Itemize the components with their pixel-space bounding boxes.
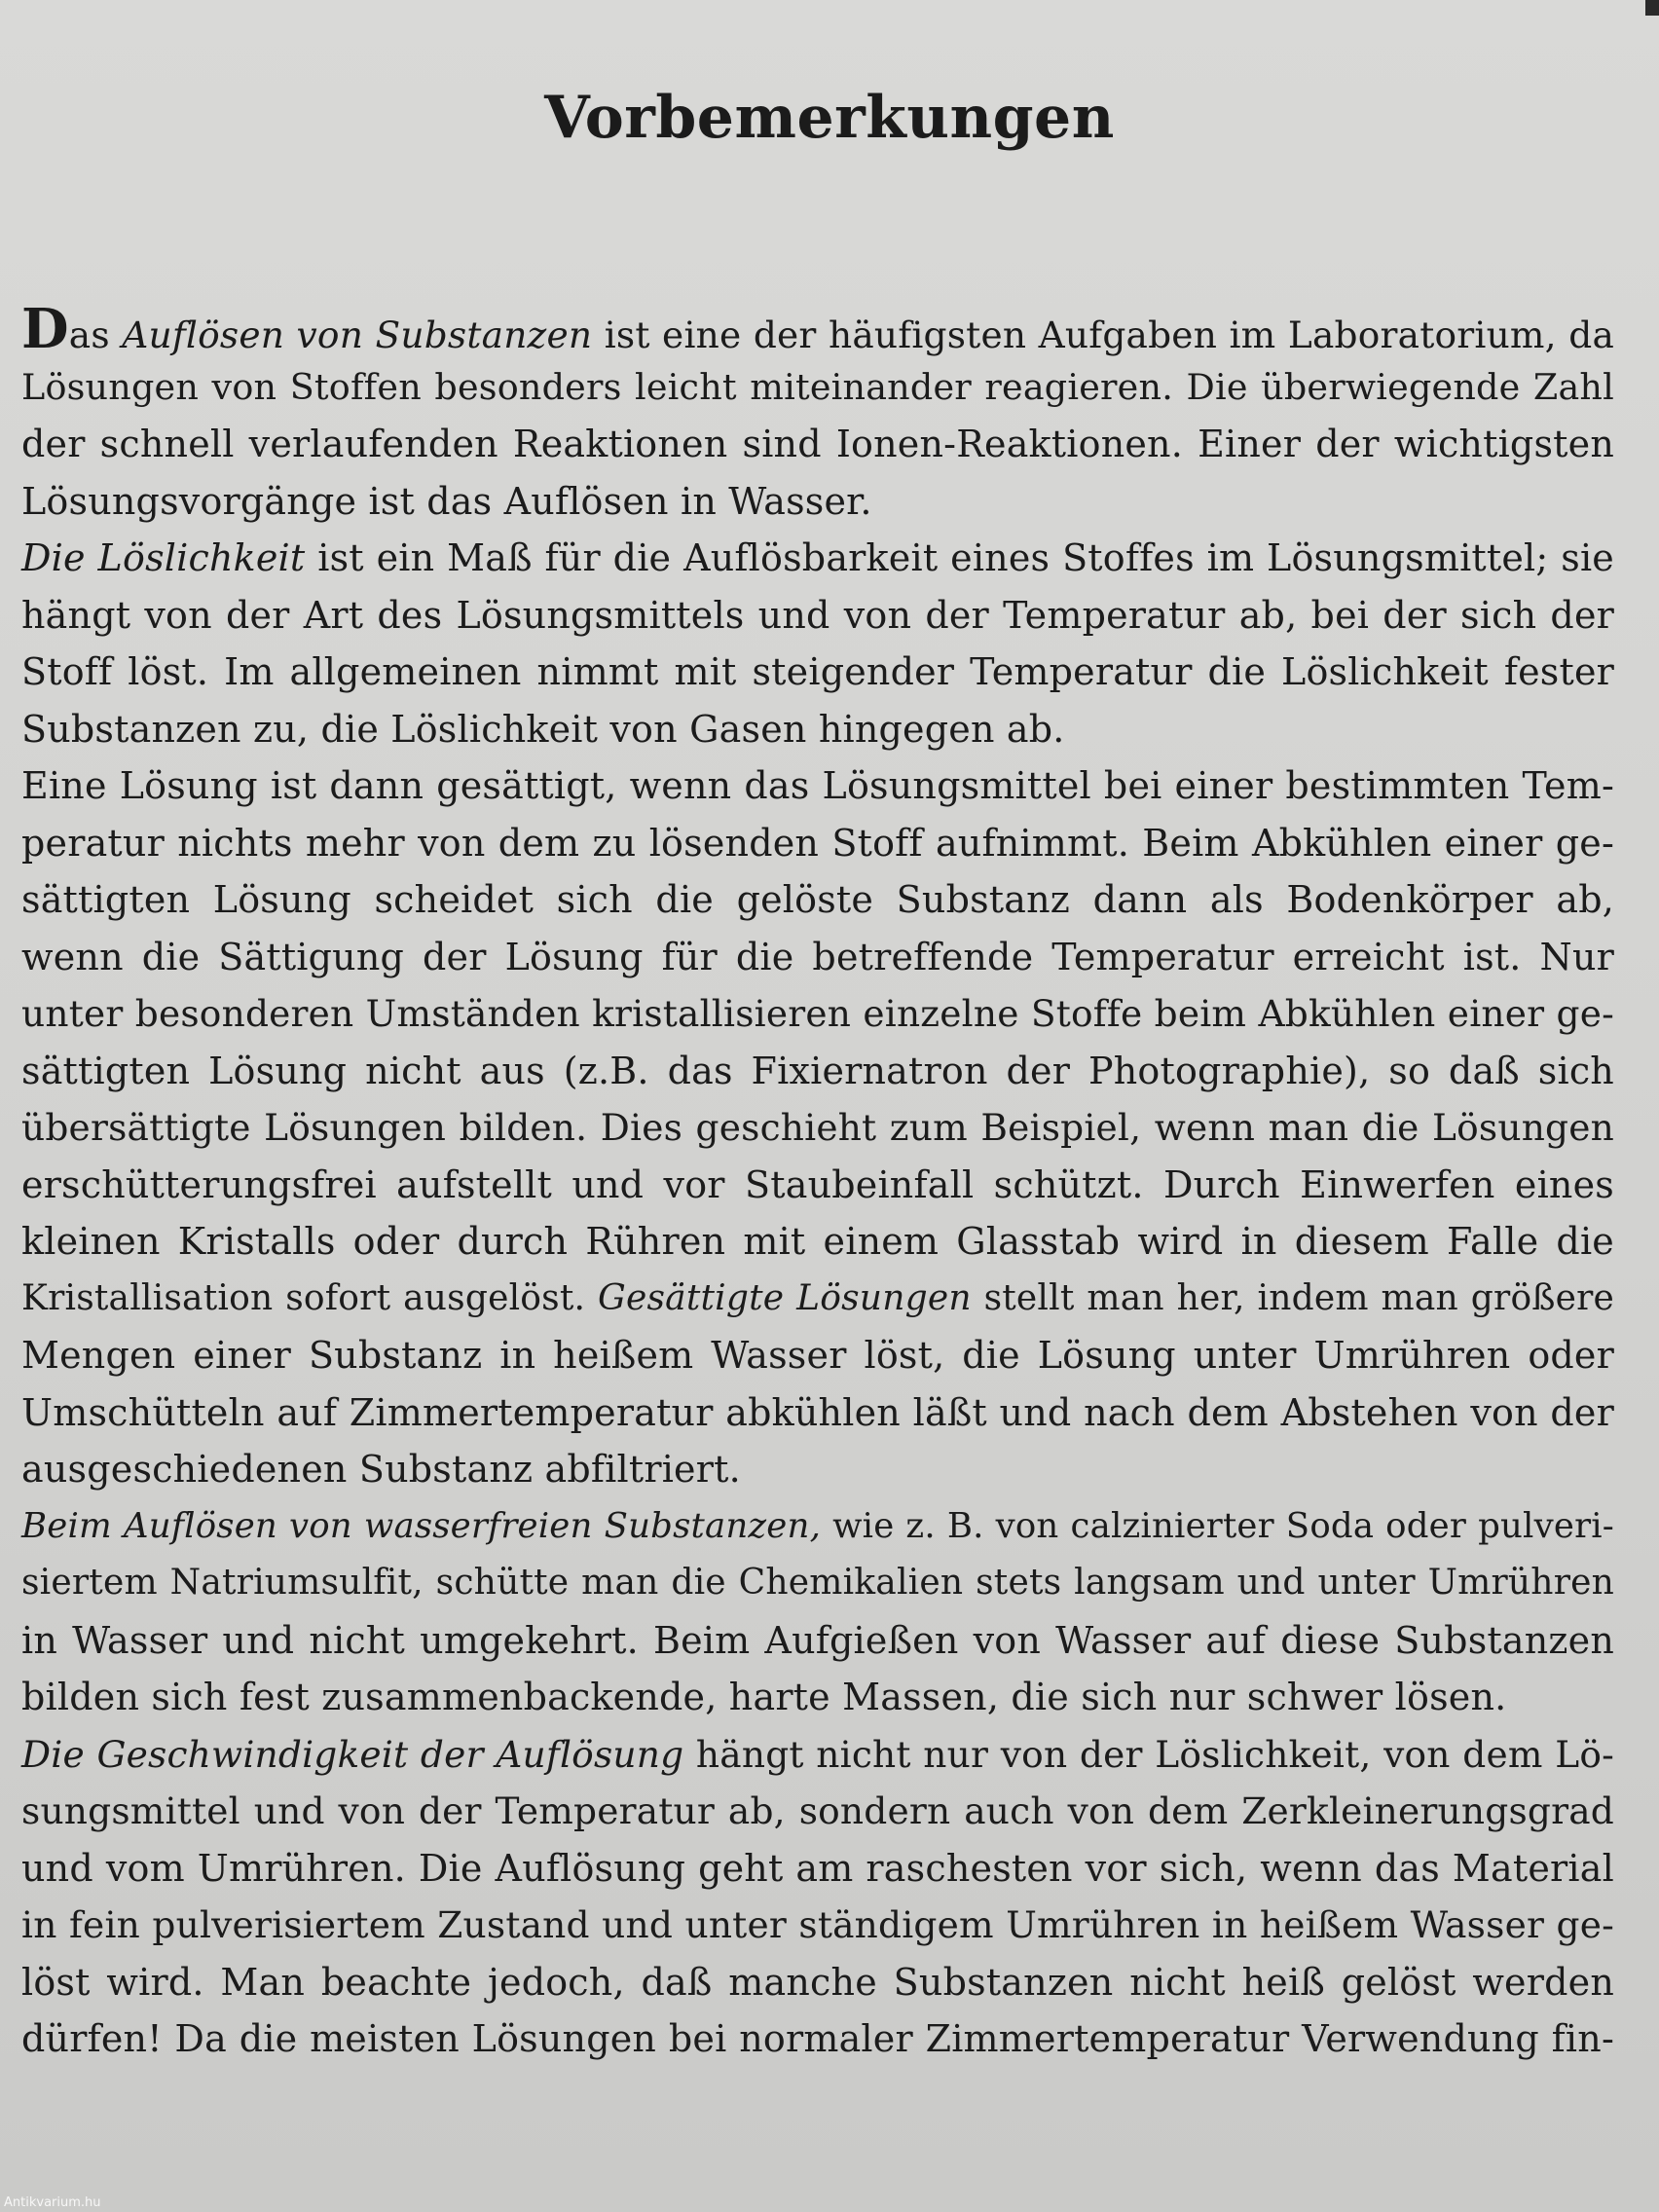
text-line (21, 1441, 1614, 1498)
text-line (21, 530, 1614, 587)
text-line (21, 929, 1614, 986)
text-run: kleinen Kristalls oder durch Rühren mit einem Glasstab wird in diesem Falle die (21, 1220, 1614, 1263)
text-run: bilden sich fest zusammenbackende, harte Massen, die sich nur schwer lösen. (21, 1676, 1507, 1718)
text-run: as (68, 313, 123, 356)
text-line (21, 587, 1614, 645)
text-run: Lösungsvorgänge ist das Auflösen in Wasser. (21, 479, 872, 523)
text-run: sättigten Lösung nicht aus (z.B. das Fixiernatron der Photographie), so daß sich (21, 1049, 1614, 1092)
text-line (21, 1498, 1614, 1556)
text-run: stellt man her, indem man größere (971, 1277, 1615, 1318)
text-run: Eine Lösung ist dann gesättigt, wenn das Lösungsmittel bei einer bestimmten Tem- (21, 764, 1614, 807)
text-run: sättigten Lösung scheidet sich die gelöste Substanz dann als Bodenkörper ab, (21, 878, 1614, 921)
text-run: peratur nichts mehr von dem zu lösenden Stoff aufnimmt. Beim Abkühlen einer ge- (21, 821, 1614, 865)
text-run: und vom Umrühren. Die Auflösung geht am raschesten vor sich, wenn das Material (21, 1846, 1614, 1890)
text-line (21, 359, 1614, 417)
text-run: wie z. B. von calzinierter Soda oder pulveri- (821, 1505, 1614, 1546)
text-line (21, 1840, 1614, 1898)
text-run: Kristallisation sofort ausgelöst. (21, 1277, 599, 1318)
italic-term: Auflösen von Substanzen (122, 313, 593, 356)
text-line (21, 1043, 1614, 1100)
text-line (21, 1783, 1614, 1840)
italic-term: Beim Auflösen von wasserfreien Substanzen, (21, 1505, 822, 1546)
text-line (21, 815, 1614, 872)
text-run: ist eine der häufigsten Aufgaben im Laboratorium, da (592, 313, 1615, 356)
text-line (21, 1954, 1614, 2011)
text-run: Umschütteln auf Zimmertemperatur abkühlen läßt und nach dem Abstehen von der (21, 1390, 1614, 1434)
text-run: Stoff löst. Im allgemeinen nimmt mit steigender Temperatur die Löslichkeit fester (21, 650, 1614, 693)
drop-cap: D (21, 297, 69, 361)
text-run: hängt nicht nur von der Löslichkeit, von dem Lö- (683, 1732, 1614, 1776)
text-line (21, 1327, 1614, 1384)
body-text (21, 297, 1615, 2068)
italic-term: Die Löslichkeit (21, 536, 306, 579)
text-line (21, 1726, 1614, 1784)
text-run: hängt von der Art des Lösungsmittels und von der Temperatur ab, bei der sich der (21, 593, 1614, 637)
italic-term: Gesättigte Lösungen (598, 1277, 972, 1318)
text-line (21, 1612, 1614, 1670)
text-run: ausgeschiedenen Substanz abfiltriert. (21, 1448, 741, 1491)
text-line (21, 473, 1614, 531)
text-run: erschütterungsfrei aufstellt und vor Staubeinfall schützt. Durch Einwerfen eines (21, 1162, 1614, 1206)
watermark: Antikvarium.hu (4, 2195, 101, 2210)
text-run: übersättigte Lösungen bilden. Dies geschieht zum Beispiel, wenn man die Lösungen (21, 1106, 1614, 1149)
text-run: Lösungen von Stoffen besonders leicht miteinander reagieren. Die überwiegende Zahl (21, 365, 1614, 408)
text-line (21, 1157, 1614, 1214)
text-line (21, 297, 1615, 361)
text-line (21, 1213, 1614, 1271)
text-run: sungsmittel und von der Temperatur ab, sondern auch von dem Zerkleinerungsgrad (21, 1789, 1614, 1832)
text-line (21, 985, 1614, 1043)
text-run: in Wasser und nicht umgekehrt. Beim Aufgießen von Wasser auf diese Substanzen (21, 1618, 1614, 1662)
text-run: unter besonderen Umständen kristallisieren einzelne Stoffe beim Abkühlen einer ge- (21, 992, 1614, 1035)
text-line (21, 644, 1614, 701)
text-line (21, 701, 1614, 758)
page-title: Vorbemerkungen (544, 84, 1115, 152)
text-run: löst wird. Man beachte jedoch, daß manche Substanzen nicht heiß gelöst werden (21, 1960, 1614, 2004)
text-line (21, 1099, 1614, 1157)
text-line (21, 871, 1614, 929)
page-corner-mark (1645, 0, 1659, 16)
text-line (21, 757, 1614, 815)
text-run: siertem Natriumsulfit, schütte man die Chemikalien stets langsam und unter Umrühren (21, 1563, 1614, 1603)
text-line (21, 1897, 1614, 1954)
italic-term: Die Geschwindigkeit der Auflösung (21, 1732, 684, 1776)
text-run: ist ein Maß für die Auflösbarkeit eines Stoffes im Lösungsmittel; sie (305, 536, 1614, 579)
text-line (21, 2010, 1614, 2068)
text-run: Substanzen zu, die Löslichkeit von Gasen hingegen ab. (21, 707, 1065, 751)
text-run: Mengen einer Substanz in heißem Wasser löst, die Lösung unter Umrühren oder (21, 1334, 1614, 1377)
text-line (21, 1555, 1614, 1612)
text-line (21, 416, 1614, 473)
text-line (21, 1384, 1614, 1442)
text-run: der schnell verlaufenden Reaktionen sind Ionen-Reaktionen. Einer der wichtigsten (21, 423, 1614, 465)
text-line (21, 1271, 1614, 1328)
text-line (21, 1669, 1614, 1726)
text-run: in fein pulverisiertem Zustand und unter ständigem Umrühren in heißem Wasser ge- (21, 1903, 1614, 1946)
text-run: wenn die Sättigung der Lösung für die betreffende Temperatur erreicht ist. Nur (21, 935, 1614, 978)
text-run: dürfen! Da die meisten Lösungen bei normaler Zimmertemperatur Verwendung fin- (21, 2017, 1614, 2060)
